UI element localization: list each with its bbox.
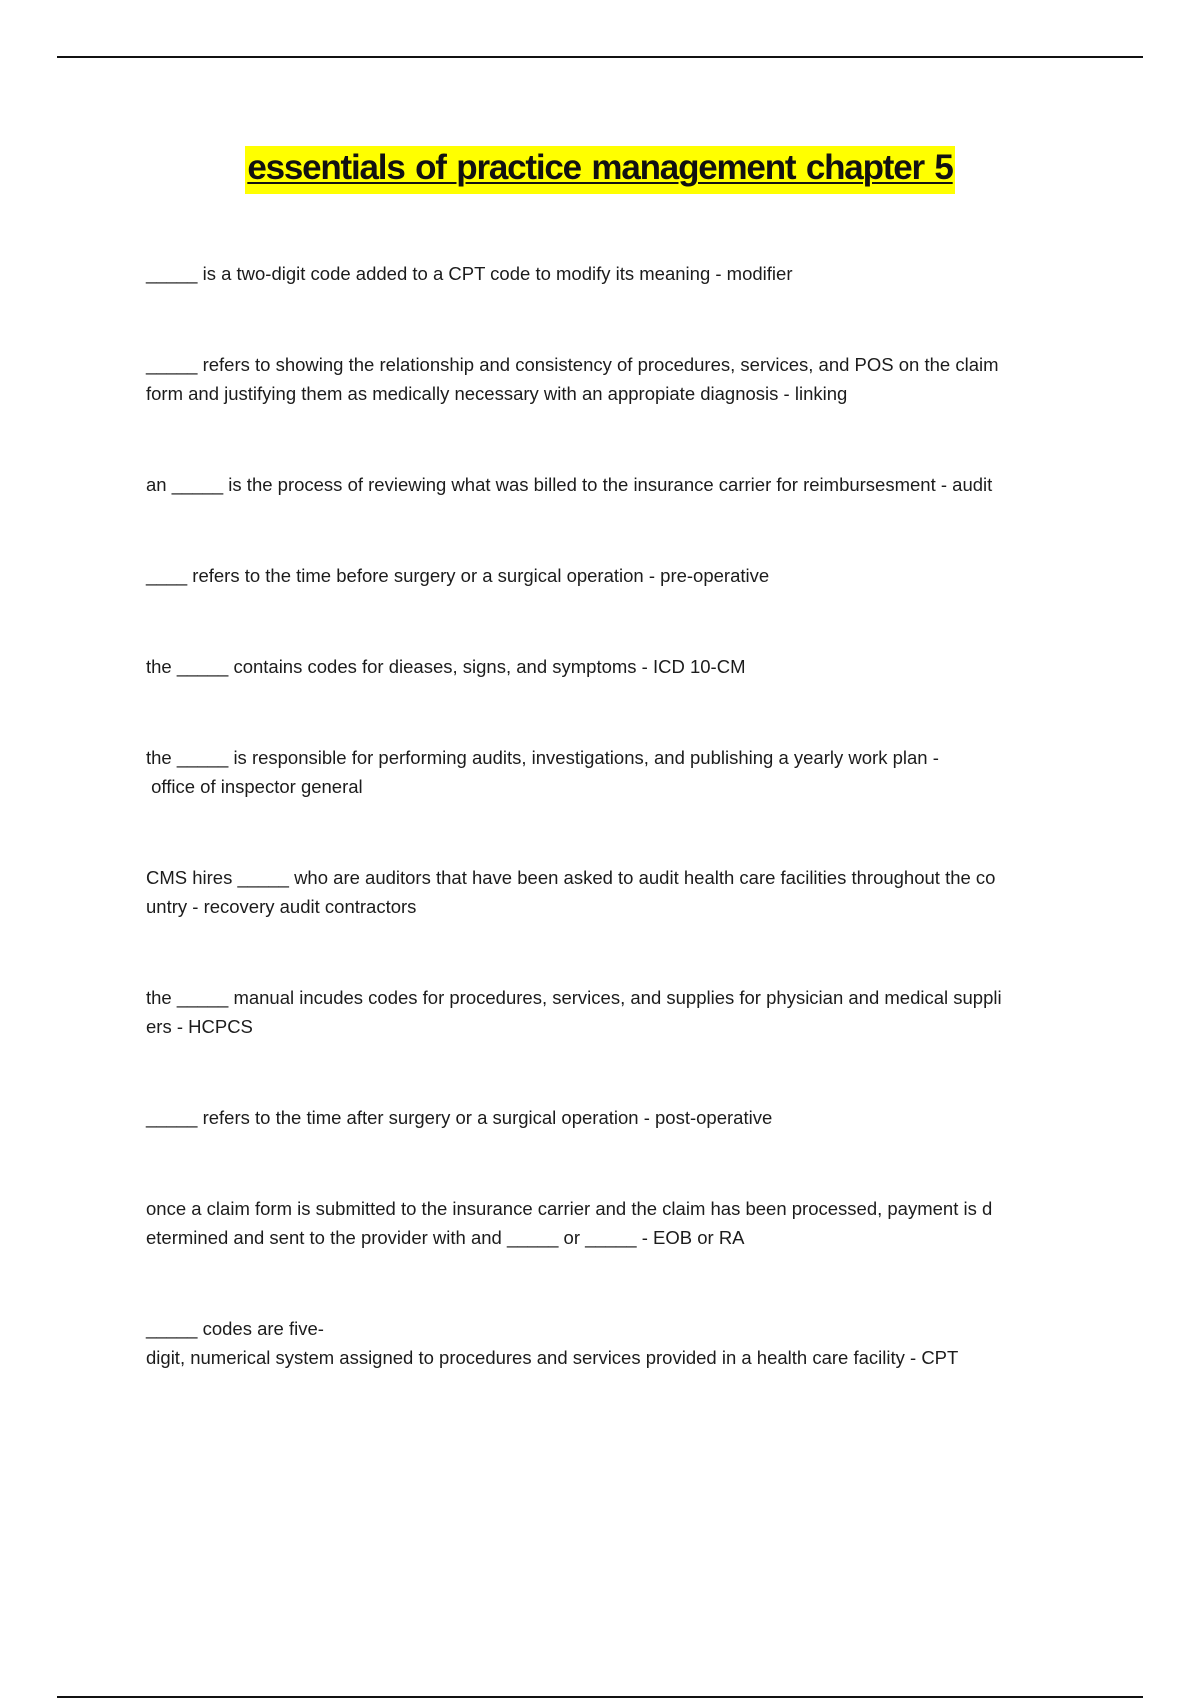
- flashcard-item-3: an _____ is the process of reviewing what was billed to the insurance carrier for reimbursesment - audit: [146, 474, 993, 495]
- title-container: [0, 146, 1200, 194]
- flashcard-item-9: _____ refers to the time after surgery or a surgical operation - post-operative: [146, 1107, 773, 1128]
- top-divider: [57, 56, 1143, 58]
- flashcard-item-2: _____ refers to showing the relationship and consistency of procedures, services, and POS on the claim form and justifying them as medically necessary with an appropiate diagnosis - linking: [146, 354, 999, 404]
- bottom-divider: [57, 1696, 1143, 1698]
- flashcard-item-7: CMS hires _____ who are auditors that have been asked to audit health care facilities throughout the co untry - recovery audit contractors: [146, 867, 996, 917]
- flashcard-item-4: ____ refers to the time before surgery or a surgical operation - pre-operative: [146, 565, 770, 586]
- flashcard-item-11: _____ codes are five- digit, numerical system assigned to procedures and services provided in a health care facility - CPT: [146, 1318, 959, 1368]
- flashcard-item-1: _____ is a two-digit code added to a CPT code to modify its meaning - modifier: [146, 263, 793, 284]
- flashcard-item-8: the _____ manual incudes codes for procedures, services, and supplies for physician and medical suppli ers - HCPCS: [146, 987, 1002, 1037]
- flashcard-list: [146, 259, 1096, 1372]
- flashcard-item-5: the _____ contains codes for dieases, signs, and symptoms - ICD 10-CM: [146, 656, 746, 677]
- flashcard-item-10: once a claim form is submitted to the insurance carrier and the claim has been processed, payment is d etermined and sent to the provider with and _____ or _____ - EOB or RA: [146, 1198, 993, 1248]
- flashcard-item-6: the _____ is responsible for performing audits, investigations, and publishing a yearly work plan - office of inspector general: [146, 747, 939, 797]
- page-title: essentials of practice management chapter 5: [245, 146, 954, 194]
